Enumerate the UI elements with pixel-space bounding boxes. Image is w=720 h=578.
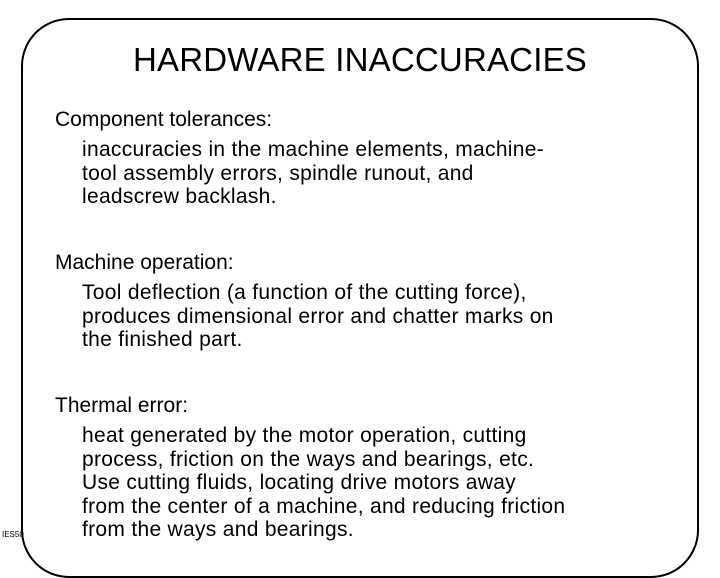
section-body [82,424,685,542]
body-line: Use cutting fluids, locating drive motors away [82,471,516,494]
section-heading: Machine operation: [55,251,234,274]
body-line: Tool deflection (a function of the cutting force), [82,281,527,304]
section-component-tolerances [55,107,685,209]
section-machine-operation [55,250,685,352]
section-body [82,138,685,209]
body-line: tool assembly errors, spindle runout, and [82,161,474,185]
body-line: heat generated by the motor operation, cutting [82,424,527,447]
section-heading: Component tolerances: [55,108,273,131]
body-line: the finished part. [82,328,243,351]
body-line: leadscrew backlash. [82,185,277,208]
section-body [82,281,685,352]
body-line: process, friction on the ways and bearings, etc. [82,447,535,471]
section-heading: Thermal error: [55,394,189,417]
body-line: produces dimensional error and chatter marks on [82,304,554,328]
slide-title: HARDWARE INACCURACIES [132,41,588,78]
section-thermal-error [55,393,685,542]
body-line: from the center of a machine, and reducing friction [82,494,566,518]
body-line: inaccuracies in the machine elements, machine- [82,138,545,161]
body-line: from the ways and bearings. [82,518,354,541]
slide-footer-code: IES50 [2,530,24,539]
